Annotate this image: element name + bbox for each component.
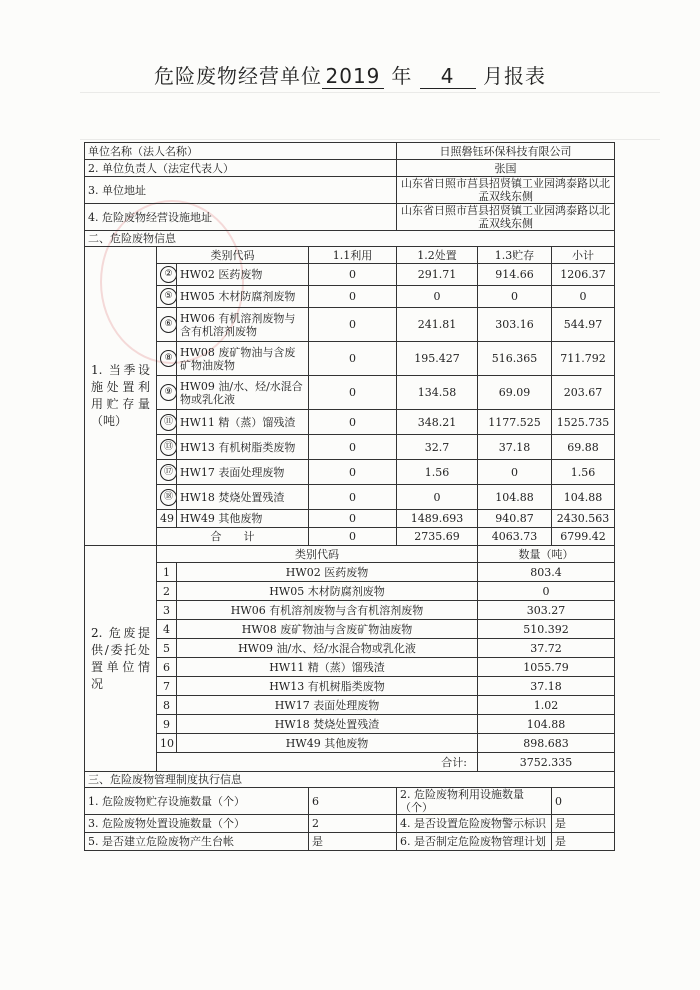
s1-row-use: 0 (309, 264, 397, 286)
s2-row-qty: 104.88 (478, 715, 615, 734)
s2-row-number: 6 (157, 658, 177, 677)
s1-header-row (85, 247, 615, 264)
s2-row-name: HW02 医药废物 (177, 563, 478, 582)
s2-row-number: 9 (157, 715, 177, 734)
s1-row-use: 0 (309, 286, 397, 308)
s2-row (85, 582, 615, 601)
s2-row-qty: 510.392 (478, 620, 615, 639)
mgmt-label: 5. 是否建立危险废物产生台帐 (85, 833, 309, 851)
s1-header-store: 1.3贮存 (478, 247, 552, 264)
s1-row-name: HW08 废矿物油与含废矿物油废物 (177, 342, 309, 376)
s1-row-store: 37.18 (478, 435, 552, 460)
mgmt-label: 4. 是否设置危险废物警示标识 (397, 815, 552, 833)
s1-row-subtotal: 711.792 (552, 342, 615, 376)
s2-row (85, 639, 615, 658)
mgmt-row (85, 788, 615, 815)
s2-row (85, 715, 615, 734)
info-label: 3. 单位地址 (85, 177, 397, 204)
s2-row (85, 658, 615, 677)
s1-row (85, 460, 615, 485)
s1-row-dispose: 0 (397, 286, 478, 308)
s1-row-number: ⑤ (160, 288, 177, 305)
s1-row (85, 410, 615, 435)
s1-row-number: ⑨ (160, 384, 177, 401)
s1-header-use: 1.1利用 (309, 247, 397, 264)
s1-row-store: 0 (478, 286, 552, 308)
s2-row-name: HW06 有机溶剂废物与含有机溶剂废物 (177, 601, 478, 620)
title-year-sep: 年 (391, 64, 413, 88)
s2-row-qty: 37.72 (478, 639, 615, 658)
section-header (85, 772, 615, 788)
s1-header-dispose: 1.2处置 (397, 247, 478, 264)
s1-row-dispose: 291.71 (397, 264, 478, 286)
s1-row (85, 485, 615, 510)
s1-row-dispose: 134.58 (397, 376, 478, 410)
s1-header-subtotal: 小计 (552, 247, 615, 264)
mgmt-value: 6 (309, 788, 397, 815)
s1-total-dispose: 2735.69 (397, 528, 478, 546)
s1-row-name: HW18 焚烧处置残渣 (177, 485, 309, 510)
s1-row-store: 104.88 (478, 485, 552, 510)
s1-row-subtotal: 2430.563 (552, 510, 615, 528)
s1-row-name: HW17 表面处理废物 (177, 460, 309, 485)
s1-total-subtotal: 6799.42 (552, 528, 615, 546)
report-title (0, 60, 700, 89)
section-header (85, 231, 615, 247)
mgmt-row (85, 833, 615, 851)
s1-row (85, 264, 615, 286)
s2-row-name: HW13 有机树脂类废物 (177, 677, 478, 696)
s1-row-use: 0 (309, 308, 397, 342)
s1-row-store: 69.09 (478, 376, 552, 410)
info-row (85, 160, 615, 177)
s2-header-code: 类别代码 (157, 546, 478, 563)
s1-row-use: 0 (309, 485, 397, 510)
s2-row-number: 5 (157, 639, 177, 658)
s2-row-number: 10 (157, 734, 177, 753)
s2-row-number: 3 (157, 601, 177, 620)
s2-row-name: HW08 废矿物油与含废矿物油废物 (177, 620, 478, 639)
s1-row-number: ⑱ (160, 489, 177, 506)
s1-row (85, 308, 615, 342)
s1-row-dispose: 0 (397, 485, 478, 510)
info-row (85, 204, 615, 231)
s1-row-number: ⑰ (160, 464, 177, 481)
mgmt-row (85, 815, 615, 833)
s1-row-dispose: 1.56 (397, 460, 478, 485)
mgmt-value: 是 (552, 815, 615, 833)
info-label: 2. 单位负责人（法定代表人） (85, 160, 397, 177)
s1-row-store: 914.66 (478, 264, 552, 286)
s1-row-use: 0 (309, 510, 397, 528)
s1-row-use: 0 (309, 460, 397, 485)
s2-row-name: HW09 油/水、烃/水混合物或乳化液 (177, 639, 478, 658)
s2-row-number: 7 (157, 677, 177, 696)
s1-row-number: ⑪ (160, 414, 177, 431)
s1-row-dispose: 1489.693 (397, 510, 478, 528)
s2-row-name: HW18 焚烧处置残渣 (177, 715, 478, 734)
s2-total-label: 合计: (157, 753, 478, 772)
s2-row-number: 1 (157, 563, 177, 582)
report-table (84, 142, 615, 851)
s1-total-label: 合 计 (157, 528, 309, 546)
s1-row-subtotal: 0 (552, 286, 615, 308)
s1-row-number: ⑬ (160, 439, 177, 456)
s1-row-name: HW11 精（蒸）馏残渣 (177, 410, 309, 435)
s1-row-name: HW05 木材防腐剂废物 (177, 286, 309, 308)
s1-total-store: 4063.73 (478, 528, 552, 546)
s2-header-qty: 数量（吨） (478, 546, 615, 563)
s2-row-label: 2. 危废提供/委托处置单位情况 (85, 546, 157, 772)
s2-row-qty: 898.683 (478, 734, 615, 753)
s1-row (85, 510, 615, 528)
s1-row-dispose: 241.81 (397, 308, 478, 342)
s2-row-name: HW49 其他废物 (177, 734, 478, 753)
info-row (85, 177, 615, 204)
s1-row-store: 516.365 (478, 342, 552, 376)
s2-header-row (85, 546, 615, 563)
s1-row-subtotal: 1.56 (552, 460, 615, 485)
section3-title: 三、危险废物管理制度执行信息 (85, 772, 615, 788)
info-label: 4. 危险废物经营设施地址 (85, 204, 397, 231)
s1-header-code: 类别代码 (157, 247, 309, 264)
s1-row-store: 1177.525 (478, 410, 552, 435)
s1-row (85, 286, 615, 308)
title-suffix: 月报表 (483, 64, 547, 88)
s1-total-use: 0 (309, 528, 397, 546)
mgmt-label: 2. 危险废物利用设施数量（个） (397, 788, 552, 815)
info-value: 张国 (397, 160, 615, 177)
s2-row (85, 734, 615, 753)
s2-row-qty: 1.02 (478, 696, 615, 715)
s2-row (85, 563, 615, 582)
mgmt-label: 1. 危险废物贮存设施数量（个） (85, 788, 309, 815)
title-year: 2019 (322, 64, 384, 89)
s1-row (85, 376, 615, 410)
s1-row-use: 0 (309, 376, 397, 410)
s2-row-name: HW17 表面处理废物 (177, 696, 478, 715)
s1-row-subtotal: 1206.37 (552, 264, 615, 286)
info-value: 山东省日照市莒县招贤镇工业园鸿泰路以北孟双线东侧 (397, 177, 615, 204)
s2-row (85, 696, 615, 715)
s1-row-subtotal: 544.97 (552, 308, 615, 342)
s1-row-subtotal: 203.67 (552, 376, 615, 410)
s1-row-name: HW13 有机树脂类废物 (177, 435, 309, 460)
s1-row-label: 1. 当季设施处置利用贮存量（吨） (85, 247, 157, 546)
s1-row-use: 0 (309, 410, 397, 435)
s2-row-qty: 303.27 (478, 601, 615, 620)
s1-row-subtotal: 104.88 (552, 485, 615, 510)
title-prefix: 危险废物经营单位 (153, 64, 322, 88)
s1-row-name: HW49 其他废物 (177, 510, 309, 528)
s1-row-dispose: 195.427 (397, 342, 478, 376)
title-month: 4 (420, 64, 476, 89)
s2-row-number: 8 (157, 696, 177, 715)
s1-row-dispose: 348.21 (397, 410, 478, 435)
s2-total-row (85, 753, 615, 772)
bleed-through-lines (80, 92, 660, 140)
s2-total-qty: 3752.335 (478, 753, 615, 772)
s1-row-number: ⑧ (160, 350, 177, 367)
mgmt-value: 0 (552, 788, 615, 815)
s1-row-number: ② (160, 266, 177, 283)
s2-row-number: 4 (157, 620, 177, 639)
s2-row-qty: 803.4 (478, 563, 615, 582)
s1-row-name: HW09 油/水、烃/水混合物或乳化液 (177, 376, 309, 410)
info-value: 山东省日照市莒县招贤镇工业园鸿泰路以北孟双线东侧 (397, 204, 615, 231)
mgmt-value: 是 (552, 833, 615, 851)
mgmt-label: 6. 是否制定危险废物管理计划 (397, 833, 552, 851)
s1-row-number: ⑥ (160, 316, 177, 333)
s2-row (85, 620, 615, 639)
info-value: 日照磐钰环保科技有限公司 (397, 143, 615, 160)
mgmt-value: 2 (309, 815, 397, 833)
s1-row-subtotal: 1525.735 (552, 410, 615, 435)
s1-row-subtotal: 69.88 (552, 435, 615, 460)
s1-total-row (85, 528, 615, 546)
s2-row-qty: 37.18 (478, 677, 615, 696)
s1-row-store: 303.16 (478, 308, 552, 342)
s1-row-store: 0 (478, 460, 552, 485)
mgmt-label: 3. 危险废物处置设施数量（个） (85, 815, 309, 833)
s1-row-number: 49 (157, 510, 177, 528)
s2-row-qty: 1055.79 (478, 658, 615, 677)
section2-title: 二、危险废物信息 (85, 231, 615, 247)
mgmt-value: 是 (309, 833, 397, 851)
s1-row-name: HW06 有机溶剂废物与含有机溶剂废物 (177, 308, 309, 342)
s2-row-number: 2 (157, 582, 177, 601)
s1-row-store: 940.87 (478, 510, 552, 528)
s2-row-name: HW05 木材防腐剂废物 (177, 582, 478, 601)
s1-row-name: HW02 医药废物 (177, 264, 309, 286)
info-row (85, 143, 615, 160)
s2-row-qty: 0 (478, 582, 615, 601)
info-label: 单位名称（法人名称） (85, 143, 397, 160)
s1-row-use: 0 (309, 342, 397, 376)
s2-row-name: HW11 精（蒸）馏残渣 (177, 658, 478, 677)
s1-row-use: 0 (309, 435, 397, 460)
s1-row (85, 342, 615, 376)
s2-row (85, 677, 615, 696)
s1-row (85, 435, 615, 460)
s1-row-dispose: 32.7 (397, 435, 478, 460)
s2-row (85, 601, 615, 620)
